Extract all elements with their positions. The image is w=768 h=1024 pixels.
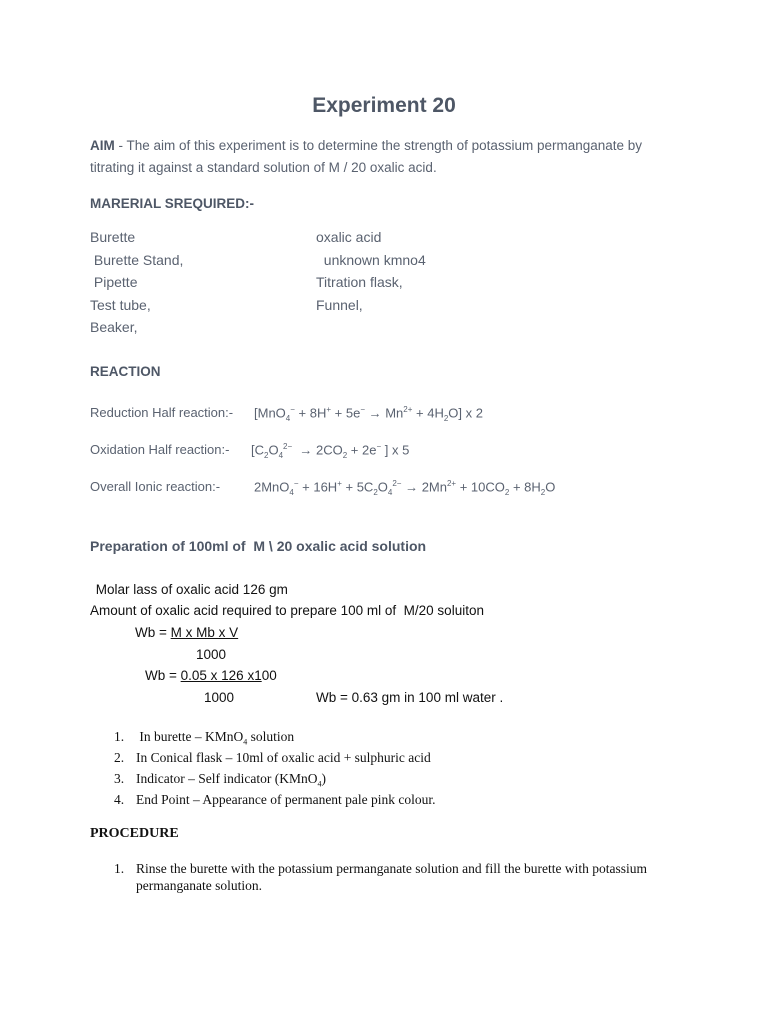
molar-mass-text: Molar lass of oxalic acid 126 gm: [92, 582, 288, 597]
list-item: 1.: [114, 729, 125, 744]
overall-label: Overall Ionic reaction:-: [90, 479, 221, 494]
material-item: Test tube,: [90, 297, 151, 313]
formula-denominator: 1000: [196, 647, 227, 662]
aim-line-1: [90, 138, 642, 153]
aim-label: AIM: [90, 138, 115, 153]
formula-wb: Wb = M x Mb x V: [135, 625, 239, 640]
material-item: unknown kmno4: [316, 252, 426, 268]
material-item: Titration flask,: [316, 274, 403, 290]
material-item: Funnel,: [316, 297, 363, 313]
list-item: 2.: [114, 750, 125, 765]
materials-heading: MARERIAL SREQUIRED:-: [90, 196, 255, 211]
procedure-heading: PROCEDURE: [90, 826, 179, 841]
result-text: Wb = 0.63 gm in 100 ml water .: [316, 690, 504, 705]
material-item: oxalic acid: [316, 229, 382, 245]
list-item: 4.: [114, 792, 125, 807]
material-item: Burette: [90, 229, 136, 245]
material-item: Burette Stand,: [90, 252, 184, 268]
list-item-text: In burette – KMnO$_4$ solution: [136, 729, 295, 747]
page-title: Experiment 20: [312, 94, 456, 117]
procedure-item-line-2: permanganate solution.: [136, 878, 262, 893]
aim-text-2: titrating it against a standard solution of M / 20 oxalic acid.: [90, 160, 437, 175]
overall-equation: $2MnO_4^- + 16H^+ + 5C_2O_4^{2-} \to 2Mn^{2+} + 10CO_2 + 8H_2O$: [254, 479, 556, 497]
calc-denominator: 1000: [204, 690, 235, 705]
list-item: 3.: [114, 771, 125, 786]
oxidation-label: Oxidation Half reaction:-: [90, 442, 230, 457]
preparation-heading: Preparation of 100ml of M \ 20 oxalic acid solution: [90, 538, 427, 554]
calc-numerator: 0.05 x 126 x1: [180, 668, 262, 683]
aim-text-1: - The aim of this experiment is to determine the strength of potassium permanganate by: [114, 138, 643, 153]
reduction-label: Reduction Half reaction:-: [90, 405, 234, 420]
formula-numerator: M x Mb x V: [170, 625, 239, 640]
reduction-equation: $[MnO_4^- + 8H^+ + 5e^- \to Mn^{2+} + 4H_2O]$ x 2: [254, 405, 483, 423]
amount-text: Amount of oxalic acid required to prepare 100 ml of M/20 soluiton: [90, 603, 484, 618]
material-item: Pipette: [90, 274, 138, 290]
material-item: Beaker,: [90, 319, 138, 335]
list-item-text: In Conical flask – 10ml of oxalic acid + sulphuric acid: [136, 750, 431, 765]
reaction-heading: REACTION: [90, 364, 161, 379]
list-item-text: End Point – Appearance of permanent pale pink colour.: [136, 792, 436, 807]
procedure-item-line-1: Rinse the burette with the potassium permanganate solution and fill the burette with potassium: [136, 861, 648, 876]
oxidation-equation: [$C_2O_4^{2-} \to 2CO_2 + 2e^-$ ] x 5: [251, 442, 410, 460]
procedure-item-number: 1.: [114, 861, 125, 876]
calc-wb: Wb = 0.05 x 126 x100: [145, 668, 277, 683]
list-item-text: Indicator – Self indicator (KMnO$_4$): [136, 771, 326, 789]
